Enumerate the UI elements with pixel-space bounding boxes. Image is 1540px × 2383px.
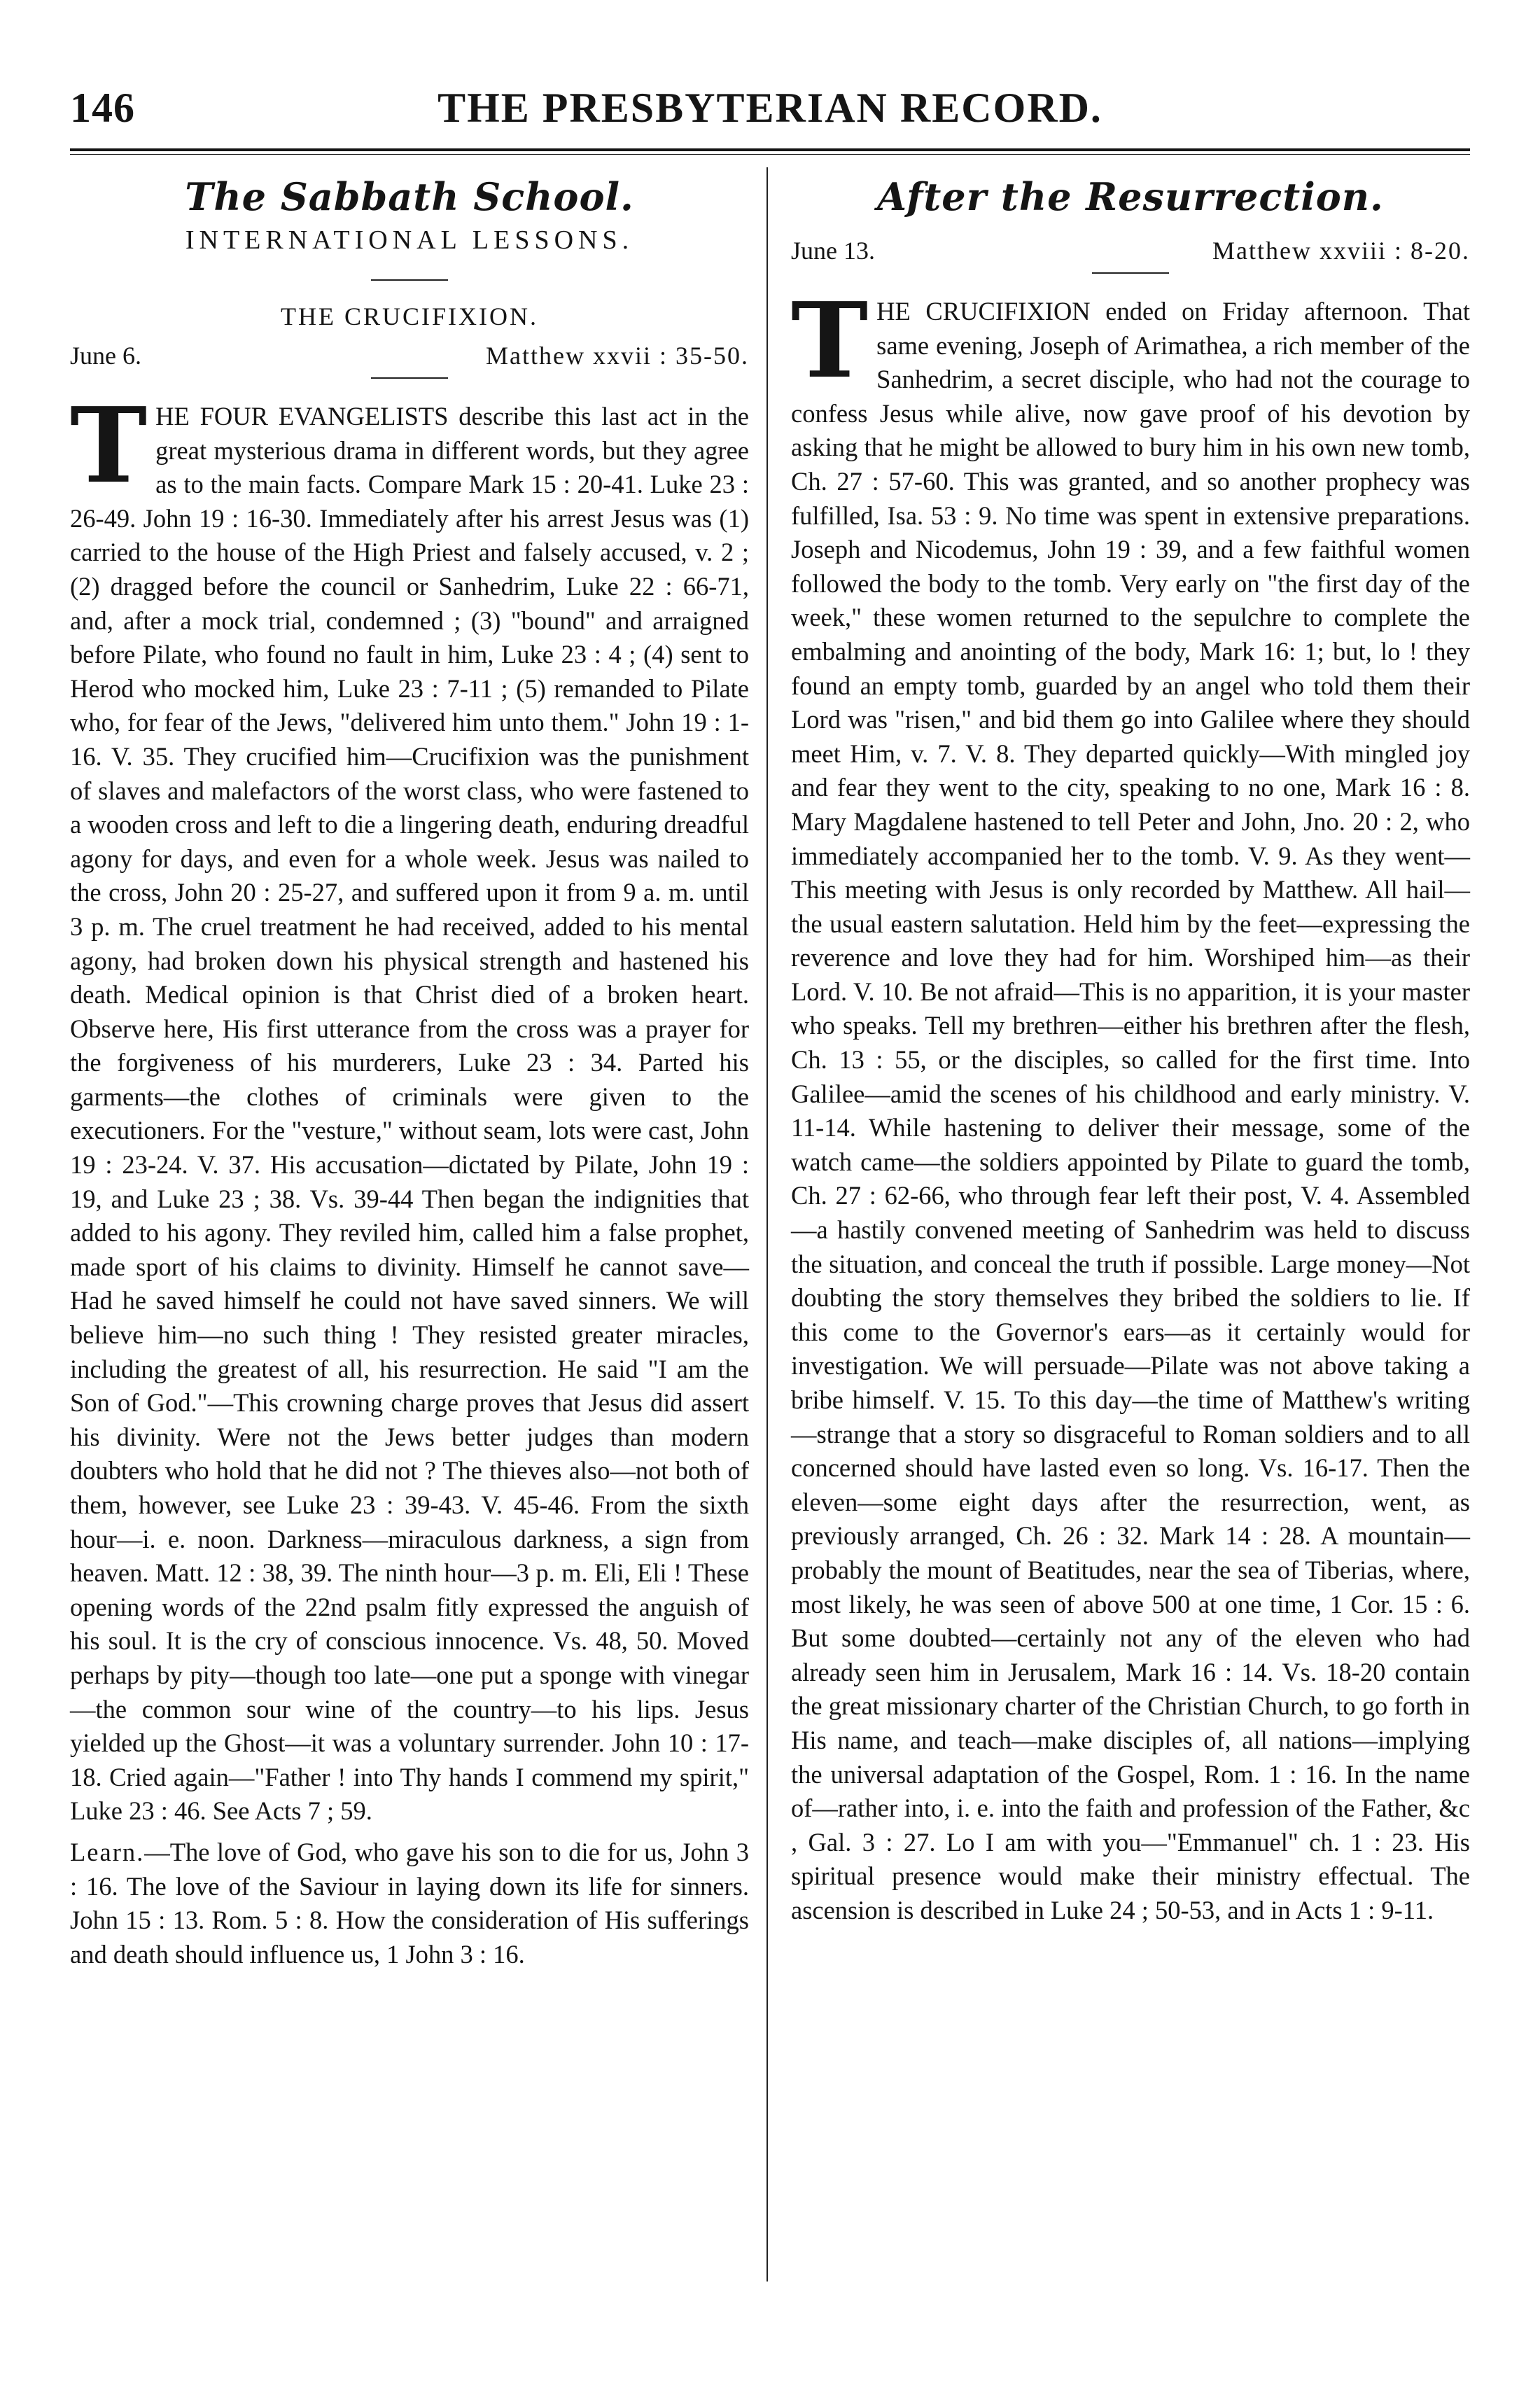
lesson-date: June 6. (70, 342, 141, 370)
left-column (70, 167, 749, 1978)
running-head (70, 84, 1470, 144)
columns (70, 167, 1470, 1978)
lesson-body (70, 384, 749, 1971)
short-rule (1092, 272, 1169, 274)
page (70, 84, 1470, 1978)
dropcap: T (70, 384, 148, 506)
learn-paragraph (70, 1836, 749, 1971)
section-title-sabbath-school: The Sabbath School. (185, 174, 634, 219)
lesson-paragraph (791, 279, 1470, 1928)
learn-label: Learn. (70, 1837, 145, 1866)
lesson-date: June 13. (791, 237, 875, 265)
lesson-text: HE FOUR EVANGELISTS describe this last act in the great mysterious drama in different words, but they agree as to the main facts. Compare Mark 15 : 20-41. Luke 23 : 26-49. John 19 : 16-30. Immediately after his arrest Jesus was (1) carried to the house of the High Priest and falsely accused, v. 2 ; (2) dragged before the council or Sanhedrim, Luke 22 : 66-71, and, after a mock trial, condemned ; (3) "bound" and arraigned before Pilate, who found no fault in him, Luke 23 : 4 ; (4) sent to Herod who mocked him, Luke 23 : 7-11 ; (5) remanded to Pilate who, for fear of the Jews, "delivered him unto them." John 19 : 1-16. V. 35. They crucified him—Crucifixion was the punishment of slaves and malefactors of the worst class, who were fastened to a wooden cross and left to die a lingering death, enduring dreadful agony for days, and even for a whole week. Jesus was nailed to the cross, John 20 : 25-27, and suffered upon it from 9 a. m. until 3 p. m. The cruel treatment he had received, added to his mental agony, had broken down his physical strength and hastened his death. Medical opinion is that Christ died of a broken heart. Observe here, His first utterance from the cross was a prayer for the forgiveness of his murderers, Luke 23 : 34. Parted his garments—the clothes of criminals were given to the executioners. For the "vesture," without seam, lots were cast, John 19 : 23-24. V. 37. His accusation—dictated by Pilate, John 19 : 19, and Luke 23 ; 38. Vs. 39-44 Then began the indignities that added to his agony. They reviled him, called him a false prophet, made sport of his claims to divinity. Himself he cannot save—Had he saved himself he could not have saved sinners. We will believe him—no such thing ! They resisted greater miracles, including the greatest of all, his resurrection. He said "I am the Son of God."—This crowning charge proves that Jesus did assert his divinity. Were not the Jews better judges than modern doubters who hold that he did not ? The thieves also—not both of them, however, see Luke 23 : 39-43. V. 45-46. From the sixth hour—i. e. noon. Darkness—miraculous darkness, a sign from heaven. Matt. 12 : 38, 39. The ninth hour—3 p. m. Eli, Eli ! These opening words of the 22nd psalm fitly expressed the anguish of his soul. It is the cry of conscious innocence. Vs. 48, 50. Moved perhaps by pity—though too late—one put a sponge with vinegar—the common sour wine of the country—to his lips. Jesus yielded up the Ghost—it was a voluntary surrender. John 10 : 17-18. Cried again—"Father ! into Thy hands I commend my spirit," Luke 23 : 46. See Acts 7 ; 59. (70, 402, 749, 1826)
page-number: 146 (70, 85, 135, 131)
learn-text: —The love of God, who gave his son to die for us, John 3 : 16. The love of the Saviour in laying down its life for sinners. John 15 : 13. Rom. 5 : 8. How the consideration of His sufferings and death should influence us, 1 John 3 : 16. (70, 1837, 749, 1969)
lesson-date-line (70, 341, 749, 370)
dropcap: T (791, 279, 869, 401)
lesson-date-line (791, 236, 1470, 265)
scripture-reference: Matthew xxvii : 35-50. (486, 342, 749, 370)
lesson-text: HE CRUCIFIXION ended on Friday afternoon. That same evening, Joseph of Arimathea, a rich member of the Sanhedrim, a secret disciple, who had not the courage to confess Jesus while alive, now gave proof of his devotion by asking that he might be allowed to bury him in his own new tomb, Ch. 27 : 57-60. This was granted, and so another prophecy was fulfilled, Isa. 53 : 9. No time was spent in extensive preparations. Joseph and Nicodemus, John 19 : 39, and a few faithful women followed the body to the tomb. Very early on "the first day of the week," these women returned to the sepulchre to complete the embalming and anointing of the body, Mark 16: 1; but, lo ! they found an empty tomb, guarded by an angel who told them their Lord was "risen," and bid them go into Galilee where they should meet Him, v. 7. V. 8. They departed quickly—With mingled joy and fear they went to the city, speaking to no one, Mark 16 : 8. Mary Magdalene hastened to tell Peter and John, Jno. 20 : 2, who immediately accompanied her to the tomb. V. 9. As they went—This meeting with Jesus is only recorded by Matthew. All hail—the usual eastern salutation. Held him by the feet—expressing the reverence and love they had for him. Worshiped him—as their Lord. V. 10. Be not afraid—This is no apparition, it is your master who speaks. Tell my brethren—either his brethren after the flesh, Ch. 13 : 55, or the disciples, so called for the first time. Into Galilee—amid the scenes of his childhood and early ministry. V. 11-14. While hastening to deliver their message, some of the watch came—the soldiers appointed by Pilate to guard the tomb, Ch. 27 : 62-66, who through fear left their post, V. 4. Assembled—a hastily convened meeting of Sanhedrim was held to discuss the situation, and conceal the truth if possible. Large money—Not doubting the story themselves they bribed the soldiers to lie. If this come to the Governor's ears—as it certainly would for investigation. We will persuade—Pilate was not above taking a bribe himself. V. 15. To this day—the time of Matthew's writing—strange that a story so disgraceful to Roman soldiers and to all concerned should have lasted even so long. Vs. 16-17. Then the eleven—some eight days after the resurrection, went, as previously arranged, Ch. 26 : 32. Mark 14 : 28. A mountain—probably the mount of Beatitudes, near the sea of Tiberias, where, most likely, he was seen of above 500 at one time, 1 Cor. 15 : 6. But some doubted—certainly not any of the eleven who had already seen him in Jerusalem, Mark 16 : 14. Vs. 18-20 contain the great missionary charter of the Christian Church, to go forth in His name, and teach—make disciples of, all nations—implying the universal adaptation of the Gospel, Rom. 1 : 16. In the name of—rather into, i. e. into the faith and profession of the Father, &c , Gal. 3 : 27. Lo I am with you—"Emmanuel" ch. 1 : 23. His spiritual presence would make their ministry effectual. The ascension is described in Luke 24 ; 50-53, and in Acts 1 : 9-11. (791, 297, 1470, 1924)
lesson-paragraph (70, 384, 749, 1829)
section-subtitle: INTERNATIONAL LESSONS. (185, 225, 634, 255)
section-title-after-resurrection: After the Resurrection. (877, 174, 1384, 219)
lesson-body (791, 279, 1470, 1928)
short-rule (371, 377, 448, 379)
scripture-reference: Matthew xxviii : 8-20. (1212, 237, 1470, 265)
column-divider (766, 167, 768, 2281)
lesson-title: THE CRUCIFIXION. (281, 302, 538, 330)
right-column (791, 167, 1470, 1978)
short-rule (371, 279, 448, 281)
header-rule-thin (70, 154, 1470, 155)
header-rule (70, 148, 1470, 151)
journal-title: THE PRESBYTERIAN RECORD. (438, 85, 1102, 131)
